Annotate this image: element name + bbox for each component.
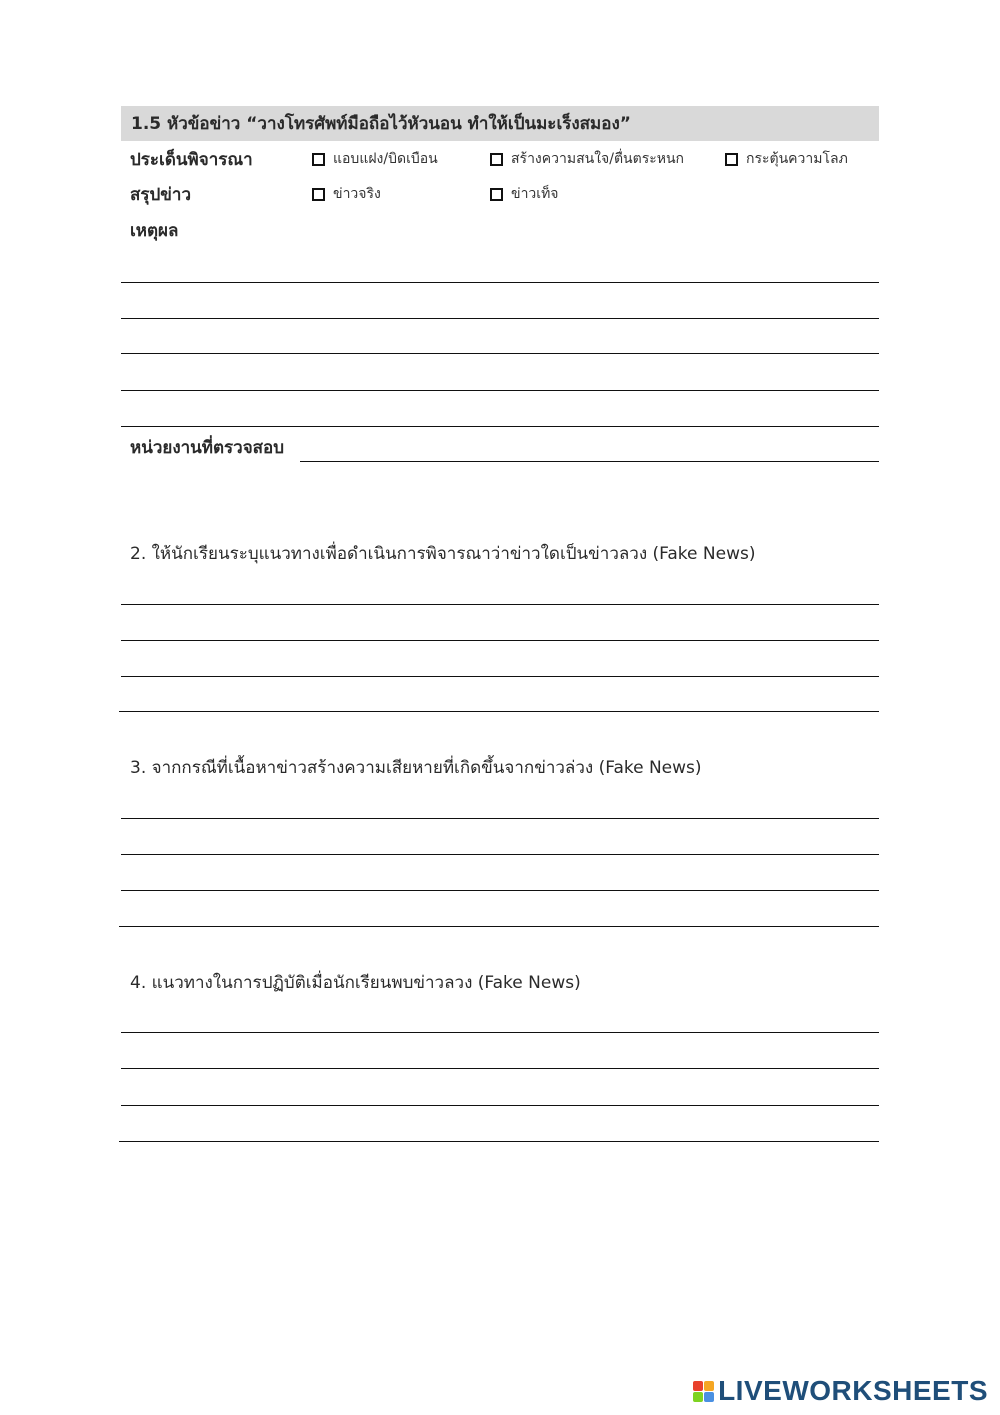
option-label: ข่าวจริง — [333, 186, 381, 202]
option-fake-news[interactable] — [490, 183, 559, 205]
answer-line[interactable] — [121, 353, 879, 354]
logo-text: LIVEWORKSHEETS — [718, 1375, 988, 1406]
agency-label: หน่วยงานที่ตรวจสอบ — [130, 438, 285, 458]
checkbox-icon[interactable] — [490, 153, 503, 166]
question-4: 4. แนวทางในการปฏิบัติเมื่อนักเรียนพบข่าวลวง (Fake News) — [130, 973, 581, 993]
answer-line[interactable] — [121, 1068, 879, 1069]
answer-line[interactable] — [121, 1032, 879, 1033]
option-label: กระตุ้นความโลภ — [746, 151, 848, 167]
checkbox-icon[interactable] — [312, 188, 325, 201]
answer-line[interactable] — [121, 426, 879, 427]
question-2: 2. ให้นักเรียนระบุแนวทางเพื่อดำเนินการพิจารณาว่าข่าวใดเป็นข่าวลวง (Fake News) — [130, 544, 756, 564]
option-distorted[interactable] — [312, 148, 438, 170]
option-label: สร้างความสนใจ/ตื่นตระหนก — [511, 151, 685, 167]
answer-line[interactable] — [121, 818, 879, 819]
option-label: ข่าวเท็จ — [511, 186, 559, 202]
liveworksheets-logo — [693, 1375, 988, 1407]
checkbox-icon[interactable] — [312, 153, 325, 166]
option-greed[interactable] — [725, 148, 848, 170]
considerations-label: ประเด็นพิจารณา — [130, 150, 253, 170]
answer-line[interactable] — [121, 890, 879, 891]
answer-line[interactable] — [121, 604, 879, 605]
answer-line[interactable] — [121, 390, 879, 391]
option-label: แอบแฝง/บิดเบือน — [333, 151, 438, 167]
reason-label: เหตุผล — [130, 221, 179, 241]
section-header-text: 1.5 หัวข้อข่าว “วางโทรศัพท์มือถือไว้หัวนอน ทำให้เป็นมะเร็งสมอง” — [131, 114, 631, 134]
checkbox-icon[interactable] — [490, 188, 503, 201]
answer-line[interactable] — [121, 676, 879, 677]
answer-line[interactable] — [119, 1141, 879, 1142]
answer-line[interactable] — [121, 854, 879, 855]
section-header — [121, 106, 879, 141]
answer-line[interactable] — [121, 640, 879, 641]
summary-label: สรุปข่าว — [130, 185, 192, 205]
answer-line[interactable] — [121, 318, 879, 319]
answer-line[interactable] — [121, 282, 879, 283]
question-3: 3. จากกรณีที่เนื้อหาข่าวสร้างความเสียหายที่เกิดขึ้นจากข่าวล่วง (Fake News) — [130, 758, 702, 778]
option-true-news[interactable] — [312, 183, 381, 205]
agency-answer-line[interactable] — [300, 461, 879, 462]
option-alarming[interactable] — [490, 148, 684, 170]
answer-line[interactable] — [121, 1105, 879, 1106]
answer-line[interactable] — [119, 711, 879, 712]
answer-line[interactable] — [119, 926, 879, 927]
checkbox-icon[interactable] — [725, 153, 738, 166]
logo-mark-icon — [693, 1381, 714, 1402]
